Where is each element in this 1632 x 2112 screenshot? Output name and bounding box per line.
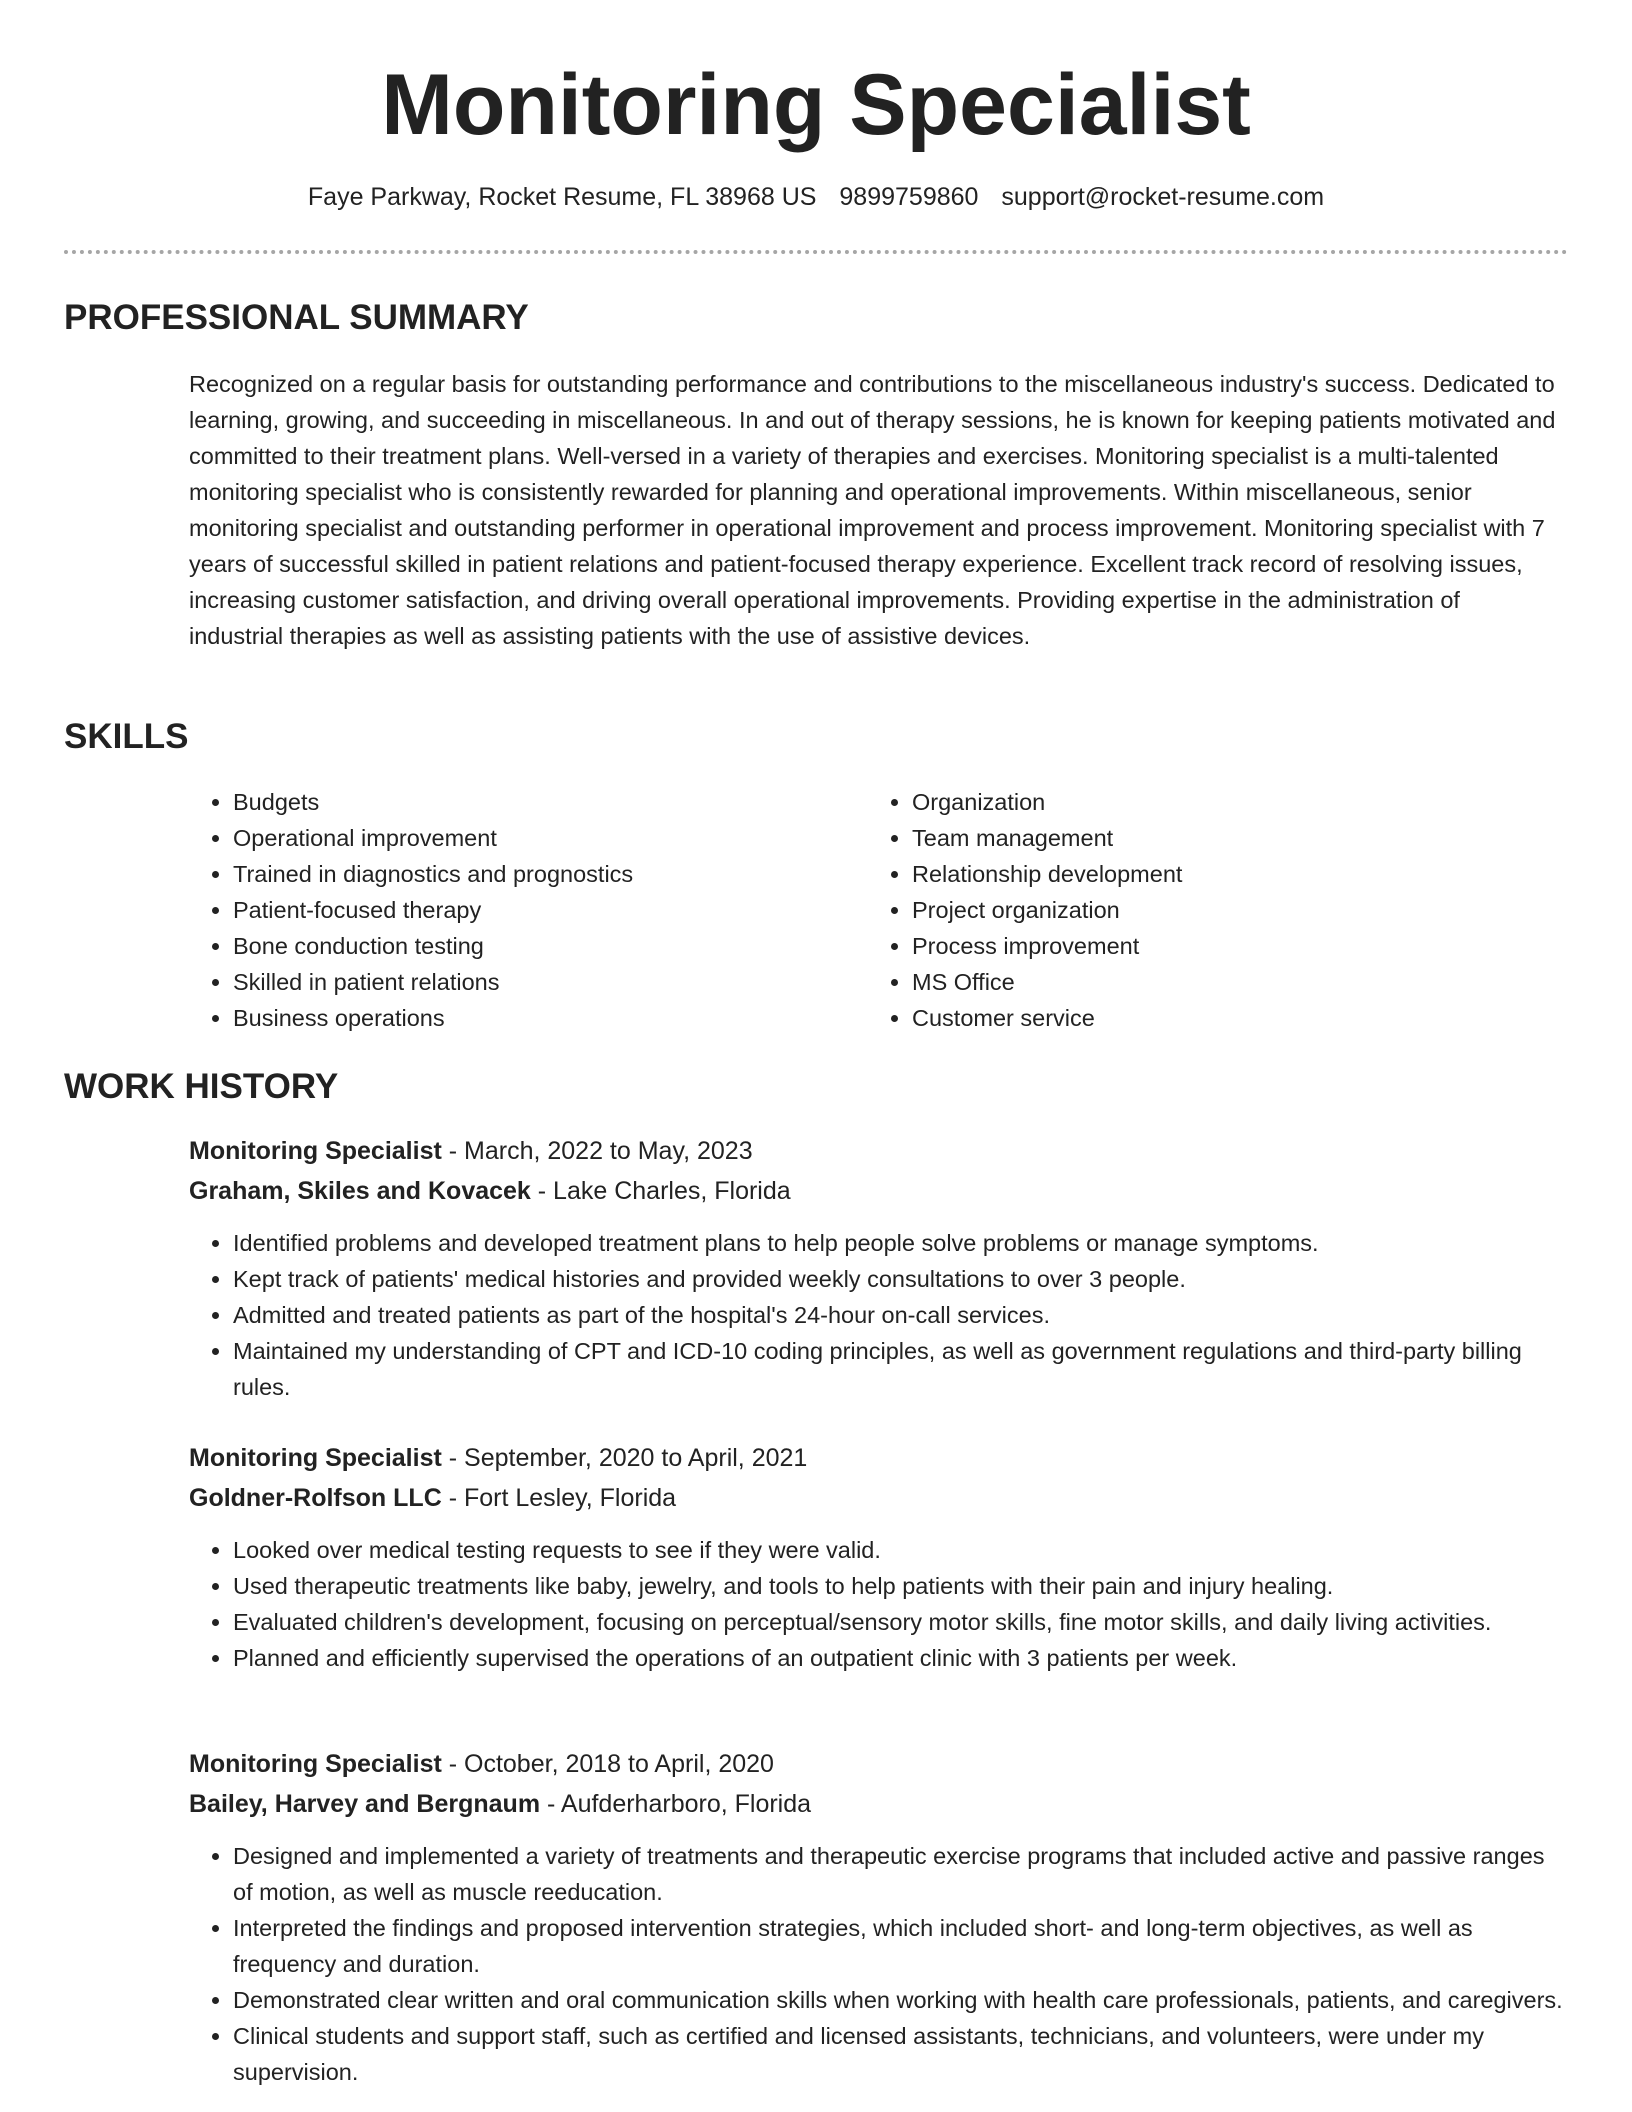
contact-email: support@rocket-resume.com — [1001, 183, 1325, 211]
summary-text: Recognized on a regular basis for outstanding performance and contributions to the miscellaneous industry's success. Dedicated to learning, growing, and succeeding in miscellaneous. In and out of therapy sessions, he is known for keeping patients motivated and committed to their treatment plans. Well-versed in a variety of therapies and exercises. Monitoring specialist is a multi-talented monitoring specialist who is consistently rewarded for planning and operational improvements. Within miscellaneous, senior monitoring specialist and outstanding performer in operational improvement and process improvement. Monitoring specialist with 7 years of successful skilled in patient relations and patient-focused therapy experience. Excellent track record of resolving issues, increasing customer satisfaction, and driving overall operational improvements. Providing expertise in the administration of industrial therapies as well as assisting patients with the use of assistive devices. — [189, 371, 1556, 649]
contact-phone: 9899759860 — [839, 183, 979, 211]
skill-item: • Patient-focused therapy — [233, 892, 853, 928]
job-entry — [189, 1438, 1569, 1676]
job-company-line — [189, 1478, 1569, 1518]
skill-item: • Team management — [912, 820, 1532, 856]
job-bullets — [189, 1225, 1569, 1405]
contact-line — [0, 180, 1632, 214]
skill-item: • Bone conduction testing — [233, 928, 853, 964]
skills-heading: SKILLS — [64, 717, 189, 756]
job-bullet: • Looked over medical testing requests to see if they were valid. — [233, 1532, 1569, 1568]
job-bullets — [189, 1532, 1569, 1676]
job-title-line — [189, 1131, 1569, 1171]
skill-item: • Relationship development — [912, 856, 1532, 892]
job-location: - Lake Charles, Florida — [530, 1177, 791, 1205]
job-company-line — [189, 1171, 1569, 1211]
job-company: Graham, Skiles and Kovacek — [189, 1177, 531, 1205]
skill-item: • MS Office — [912, 964, 1532, 1000]
job-title: Monitoring Specialist — [189, 1444, 442, 1472]
job-bullet: • Designed and implemented a variety of treatments and therapeutic exercise programs that included active and passive ranges of motion, as well as muscle reeducation. — [233, 1838, 1569, 1910]
job-company-line — [189, 1784, 1569, 1824]
job-bullet: • Admitted and treated patients as part of the hospital's 24-hour on-call services. — [233, 1297, 1569, 1333]
job-bullet: • Maintained my understanding of CPT and ICD-10 coding principles, as well as government regulations and third-party billing rules. — [233, 1333, 1569, 1405]
resume-name: Monitoring Specialist — [381, 57, 1251, 153]
job-location: - Aufderharboro, Florida — [540, 1790, 812, 1818]
skills-list-right — [868, 784, 1532, 1036]
job-dates: - October, 2018 to April, 2020 — [441, 1750, 774, 1778]
job-bullet: • Used therapeutic treatments like baby, jewelry, and tools to help patients with their pain and injury healing. — [233, 1568, 1569, 1604]
skill-item: • Business operations — [233, 1000, 853, 1036]
job-company: Goldner-Rolfson LLC — [189, 1484, 442, 1512]
work-history-heading: WORK HISTORY — [64, 1067, 339, 1106]
job-entry — [189, 1131, 1569, 1405]
job-bullet: • Clinical students and support staff, such as certified and licensed assistants, technicians, and volunteers, were under my supervision. — [233, 2018, 1569, 2090]
skill-item: • Process improvement — [912, 928, 1532, 964]
skill-item: • Trained in diagnostics and prognostics — [233, 856, 853, 892]
job-location: - Fort Lesley, Florida — [441, 1484, 677, 1512]
header-divider — [64, 250, 1568, 254]
skill-item: • Organization — [912, 784, 1532, 820]
contact-address: Faye Parkway, Rocket Resume, FL 38968 US — [307, 183, 817, 211]
job-bullet: • Kept track of patients' medical histories and provided weekly consultations to over 3 people. — [233, 1261, 1569, 1297]
summary-heading: PROFESSIONAL SUMMARY — [64, 298, 529, 337]
job-dates: - March, 2022 to May, 2023 — [441, 1137, 753, 1165]
job-bullets — [189, 1838, 1569, 2090]
job-bullet: • Interpreted the findings and proposed intervention strategies, which included short- and long-term objectives, as well as frequency and duration. — [233, 1910, 1569, 1982]
job-title: Monitoring Specialist — [189, 1750, 442, 1778]
job-title: Monitoring Specialist — [189, 1137, 442, 1165]
job-title-line — [189, 1438, 1569, 1478]
skill-item: • Skilled in patient relations — [233, 964, 853, 1000]
job-bullet: • Demonstrated clear written and oral communication skills when working with health care professionals, patients, and caregivers. — [233, 1982, 1569, 2018]
job-bullet: • Evaluated children's development, focusing on perceptual/sensory motor skills, fine motor skills, and daily living activities. — [233, 1604, 1569, 1640]
job-entry — [189, 1744, 1569, 2090]
job-company: Bailey, Harvey and Bergnaum — [189, 1790, 541, 1818]
job-dates: - September, 2020 to April, 2021 — [441, 1444, 808, 1472]
skill-item: • Budgets — [233, 784, 853, 820]
job-title-line — [189, 1744, 1569, 1784]
skill-item: • Project organization — [912, 892, 1532, 928]
skills-list-left — [189, 784, 853, 1036]
job-bullet: • Planned and efficiently supervised the operations of an outpatient clinic with 3 patients per week. — [233, 1640, 1569, 1676]
skill-item: • Customer service — [912, 1000, 1532, 1036]
job-bullet: • Identified problems and developed treatment plans to help people solve problems or manage symptoms. — [233, 1225, 1569, 1261]
skill-item: • Operational improvement — [233, 820, 853, 856]
